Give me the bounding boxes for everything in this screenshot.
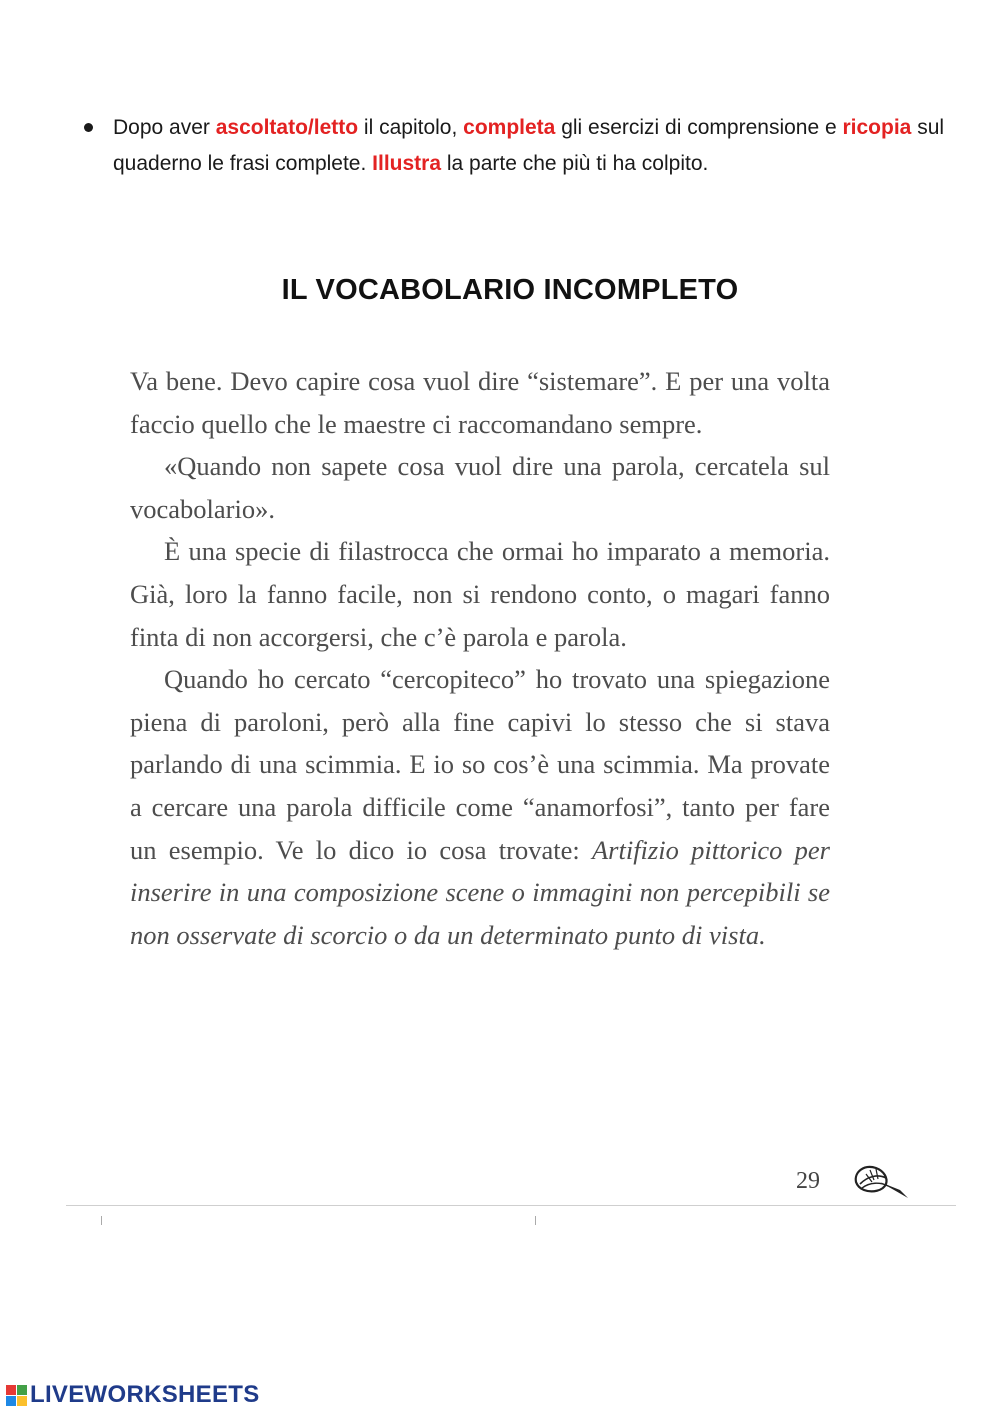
page-divider-tick (101, 1216, 102, 1225)
logo-square (17, 1396, 27, 1406)
book-paragraph: Va bene. Devo capire cosa vuol dire “sistemare”. E per una volta faccio quello che le maestre ci raccomandano sempre. (130, 366, 830, 439)
bullet-icon (84, 123, 93, 132)
dictionary-definition: Artifizio pittorico per inserire in una composizione scene o immagini non percepibili se non osservate di scorcio o da un determinato punto di vista. (130, 834, 830, 950)
quill-pen-icon (850, 1160, 912, 1202)
page-number: 29 (796, 1168, 820, 1194)
instructions-part: gli esercizi di comprensione e (555, 116, 843, 139)
instructions-highlight: Illustra (372, 152, 442, 175)
instructions-highlight: completa (463, 116, 556, 139)
book-paragraph: «Quando non sapete cosa vuol dire una parola, cercatela sul vocabolario». (130, 451, 830, 524)
logo-square (6, 1396, 16, 1406)
logo-square (6, 1385, 16, 1395)
logo-square (17, 1385, 27, 1395)
page-title: IL VOCABOLARIO INCOMPLETO (281, 274, 739, 306)
instructions-part: sul quaderno le frasi complete. (113, 116, 945, 175)
logo-grid-icon (6, 1385, 27, 1406)
page-divider-tick (535, 1216, 536, 1225)
instructions (84, 110, 964, 182)
book-paragraph (130, 658, 830, 956)
instructions-highlight: ricopia (842, 116, 912, 139)
liveworksheets-logo[interactable] (6, 1380, 260, 1410)
brand-name: LIVEWORKSHEETS (30, 1381, 260, 1408)
instructions-text (113, 110, 964, 182)
instructions-part: Dopo aver (113, 116, 216, 139)
instructions-part: la parte che più ti ha colpito. (441, 152, 709, 175)
instructions-part: il capitolo, (358, 116, 464, 139)
page-divider (66, 1205, 956, 1206)
book-paragraph-text: Quando ho cercato “cercopiteco” ho trovato una spiegazione piena di paroloni, però alla fine capivi lo stesso che si stava parlando di una scimmia. E io so cos’è una scimmia. Ma provate a cercare una parola difficile come “anamorfosi”, tanto per fare un esempio. Ve lo dico io cosa trovate: (130, 664, 830, 865)
instructions-highlight: ascoltato/letto (215, 116, 359, 139)
book-excerpt (130, 360, 830, 956)
book-paragraph: È una specie di filastrocca che ormai ho imparato a memoria. Già, loro la fanno facile, non si rendono conto, o magari fanno finta di non accorgersi, che c’è parola e parola. (130, 536, 830, 652)
